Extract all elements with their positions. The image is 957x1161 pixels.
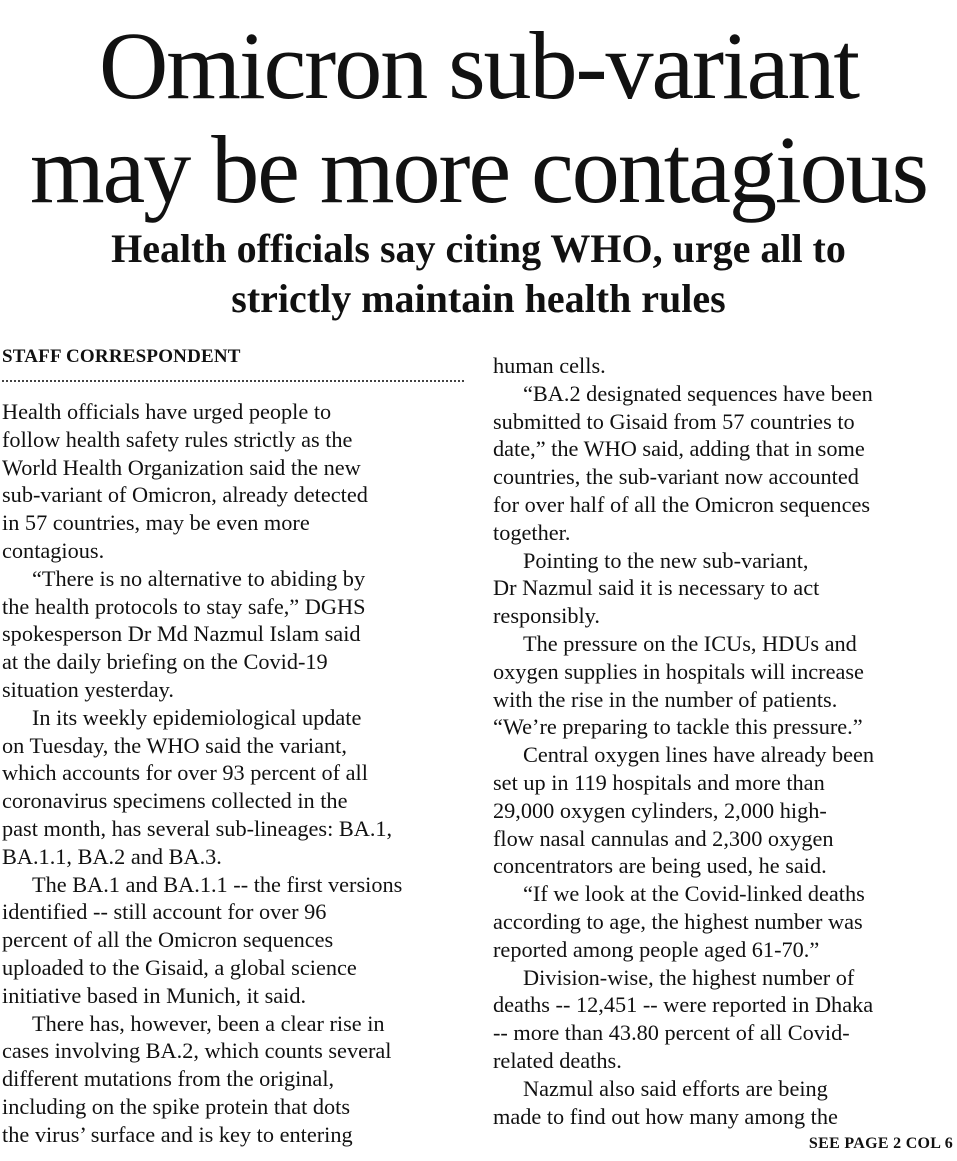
byline-divider	[2, 380, 464, 382]
paragraph: Nazmul also said efforts are being made to find out how many among the	[493, 1075, 838, 1129]
byline: STAFF CORRESPONDENT	[2, 346, 241, 367]
paragraph: There has, however, been a clear rise in cases involving BA.2, which counts several different mutations from the original, including on the spike protein that dots the virus’ surface and is key to entering	[2, 1010, 392, 1147]
paragraph: human cells.	[493, 353, 606, 378]
paragraph: Pointing to the new sub-variant, Dr Nazmul said it is necessary to act responsibly.	[493, 547, 820, 629]
article-column-2	[493, 352, 955, 1130]
headline-line-2: may be more contagious	[29, 116, 928, 223]
subheadline-line-2: strictly maintain health rules	[231, 276, 726, 321]
paragraph: The BA.1 and BA.1.1 -- the first versions identified -- still account for over 96 percent of all the Omicron sequences uploaded to the Gisaid, a global science initiative based in Munich, it said.	[2, 871, 403, 1008]
article-column-1	[2, 398, 472, 1149]
paragraph: Health officials have urged people to follow health safety rules strictly as the World Health Organization said the new sub-variant of Omicron, already detected in 57 countries, may be even more contagious.	[2, 399, 368, 563]
paragraph: “There is no alternative to abiding by the health protocols to stay safe,” DGHS spokesperson Dr Md Nazmul Islam said at the daily briefing on the Covid-19 situation yesterday.	[2, 565, 366, 702]
paragraph: “BA.2 designated sequences have been submitted to Gisaid from 57 countries to date,” the WHO said, adding that in some countries, the sub-variant now accounted for over half of all the Omicron sequences together.	[493, 380, 873, 545]
continuation-jump-line: SEE PAGE 2 COL 6	[808, 1135, 953, 1152]
subheadline-line-1: Health officials say citing WHO, urge all to	[111, 226, 846, 271]
headline-line-1: Omicron sub-variant	[98, 12, 859, 119]
paragraph: The pressure on the ICUs, HDUs and oxygen supplies in hospitals will increase with the rise in the number of patients. “We’re preparing to tackle this pressure.”	[493, 630, 864, 740]
paragraph: In its weekly epidemiological update on Tuesday, the WHO said the variant, which accounts for over 93 percent of all coronavirus specimens collected in the past month, has several sub-lineages: BA.1, BA.1.1, BA.2 and BA.3.	[2, 704, 393, 869]
paragraph: Division-wise, the highest number of deaths -- 12,451 -- were reported in Dhaka -- more than 43.80 percent of all Covid- related deaths.	[493, 964, 874, 1073]
paragraph: “If we look at the Covid-linked deaths according to age, the highest number was reported among people aged 61-70.”	[493, 881, 865, 962]
headline	[0, 14, 957, 222]
subheadline	[0, 224, 957, 324]
paragraph: Central oxygen lines have already been set up in 119 hospitals and more than 29,000 oxygen cylinders, 2,000 high- flow nasal cannulas and 2,300 oxygen concentrators are being used, he said.	[493, 742, 875, 879]
